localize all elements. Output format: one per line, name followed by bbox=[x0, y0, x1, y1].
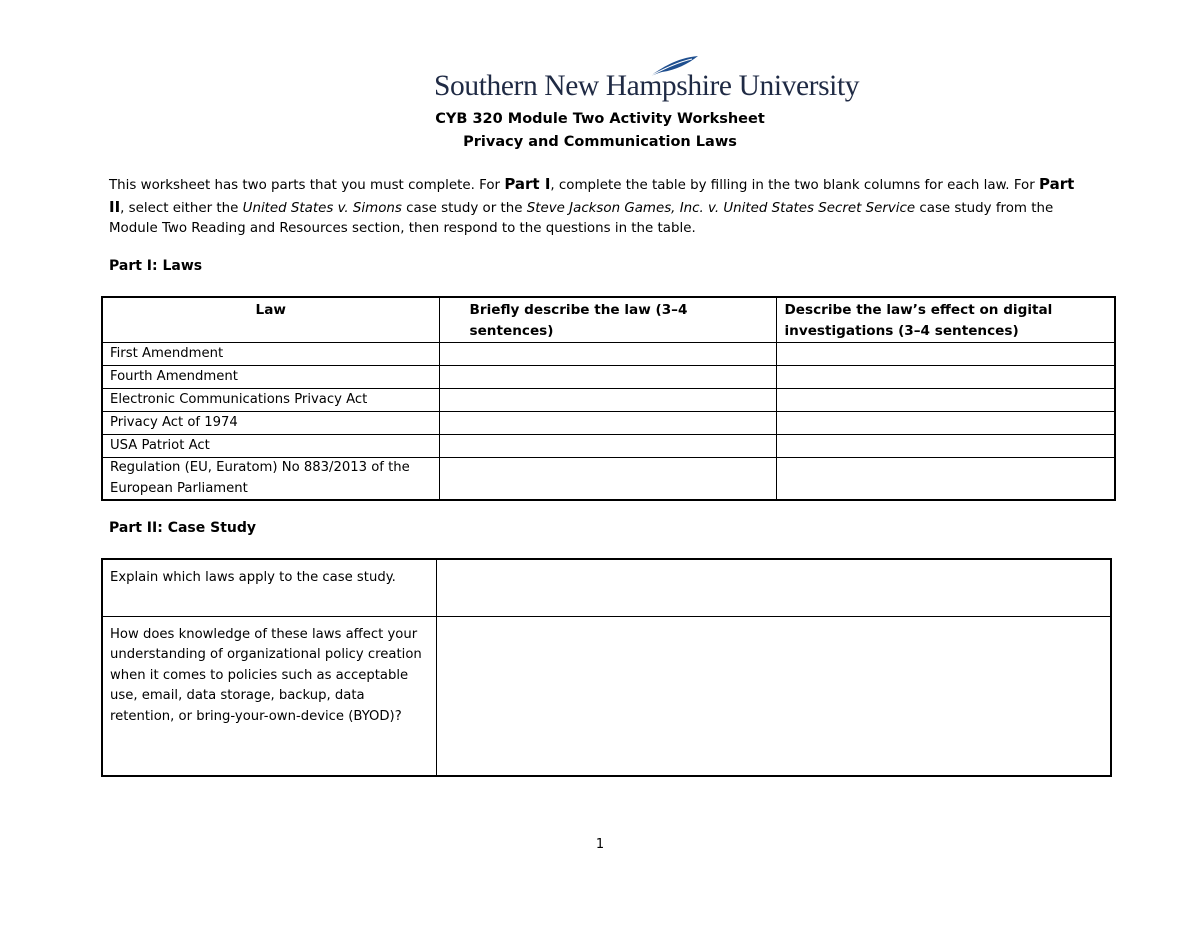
table-row bbox=[102, 616, 1111, 776]
part-one-ref: Part I bbox=[504, 175, 551, 193]
part-two-heading: Part II: Case Study bbox=[109, 520, 257, 536]
table-row bbox=[102, 343, 1115, 366]
describe-cell[interactable] bbox=[439, 458, 776, 501]
law-name: Fourth Amendment bbox=[102, 366, 439, 389]
answer-cell[interactable] bbox=[436, 559, 1111, 616]
law-name: First Amendment bbox=[102, 343, 439, 366]
describe-cell[interactable] bbox=[439, 366, 776, 389]
table-row bbox=[102, 435, 1115, 458]
case-study-table bbox=[101, 558, 1112, 777]
table-row bbox=[102, 559, 1111, 616]
effect-cell[interactable] bbox=[776, 412, 1115, 435]
part-two-ref: Part II bbox=[109, 175, 1075, 216]
document-title: CYB 320 Module Two Activity Worksheet bbox=[435, 111, 765, 127]
logo-text: Southern New Hampshire University bbox=[434, 70, 860, 102]
header-effect: Describe the law’s effect on digital investigations (3–4 sentences) bbox=[776, 297, 1115, 343]
case-one-ref: United States v. Simons bbox=[242, 200, 402, 216]
law-name: Privacy Act of 1974 bbox=[102, 412, 439, 435]
law-name: Electronic Communications Privacy Act bbox=[102, 389, 439, 412]
describe-cell[interactable] bbox=[439, 343, 776, 366]
page-number: 1 bbox=[595, 837, 605, 852]
question-cell: Explain which laws apply to the case study. bbox=[102, 559, 436, 616]
table-row bbox=[102, 389, 1115, 412]
effect-cell[interactable] bbox=[776, 343, 1115, 366]
table-row bbox=[102, 412, 1115, 435]
header-law: Law bbox=[102, 297, 439, 343]
intro-paragraph: This worksheet has two parts that you must complete. For Part I, complete the table by filling in the two blank columns for each law. For Part II, select either the United States v. Simons case study or the Steve Jackson Games, Inc. v. United States Secret Service case study from the Module Two Reading and Resources section, then respond to the questions in the table. bbox=[109, 175, 1075, 236]
law-name: USA Patriot Act bbox=[102, 435, 439, 458]
law-name: Regulation (EU, Euratom) No 883/2013 of the European Parliament bbox=[102, 458, 439, 501]
describe-cell[interactable] bbox=[439, 435, 776, 458]
table-row bbox=[102, 458, 1115, 501]
describe-cell[interactable] bbox=[439, 412, 776, 435]
describe-cell[interactable] bbox=[439, 389, 776, 412]
laws-table-header bbox=[102, 297, 1115, 343]
laws-table bbox=[101, 296, 1116, 501]
part-one-heading: Part I: Laws bbox=[109, 258, 203, 274]
effect-cell[interactable] bbox=[776, 435, 1115, 458]
university-logo bbox=[434, 54, 860, 104]
document-subtitle: Privacy and Communication Laws bbox=[463, 134, 737, 150]
header-describe: Briefly describe the law (3–4 sentences) bbox=[439, 297, 776, 343]
answer-cell[interactable] bbox=[436, 616, 1111, 776]
effect-cell[interactable] bbox=[776, 458, 1115, 501]
table-row bbox=[102, 366, 1115, 389]
effect-cell[interactable] bbox=[776, 366, 1115, 389]
case-two-ref: Steve Jackson Games, Inc. v. United States Secret Service bbox=[526, 200, 916, 216]
question-cell: How does knowledge of these laws affect your understanding of organizational policy creation when it comes to policies such as acceptable use, email, data storage, backup, data retention, or bring-your-own-device (BYOD)? bbox=[102, 616, 436, 776]
effect-cell[interactable] bbox=[776, 389, 1115, 412]
